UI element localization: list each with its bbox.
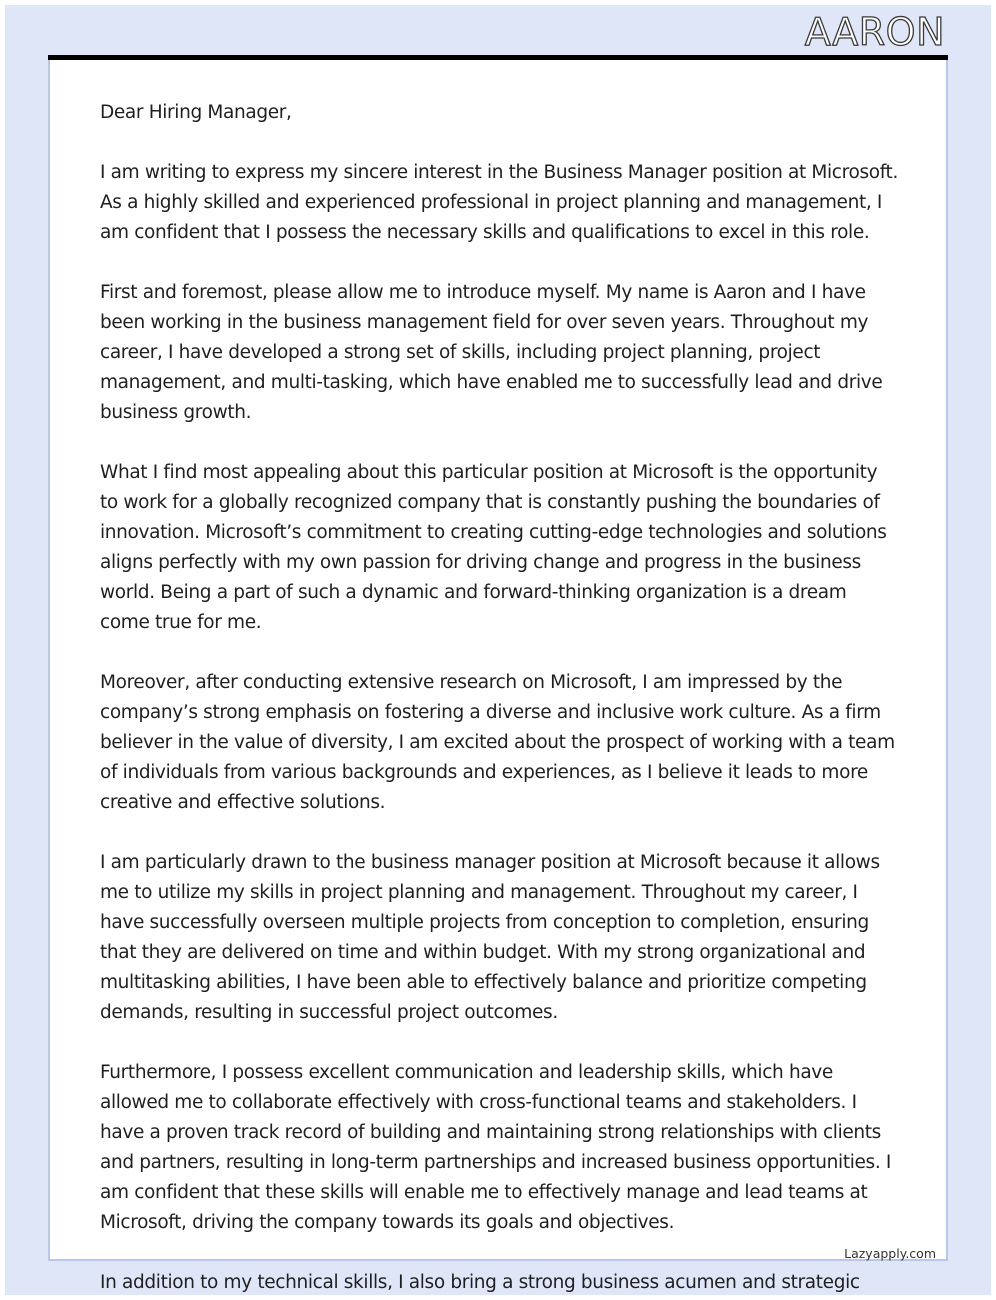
letter-paragraph: In addition to my technical skills, I also bring a strong business acumen and strategic (100, 1272, 860, 1293)
watermark-link[interactable]: Lazyapply.com (844, 1246, 936, 1261)
cover-letter-body (100, 98, 900, 1295)
letter-paragraph: I am particularly drawn to the business manager position at Microsoft because it allows me to utilize my skills in project planning and management. Throughout my career, I have successfully overseen multiple projects from conception to completion, ensuring that they are delivered on time and within budget. With my strong organizational and multitasking abilities, I have been able to effectively balance and prioritize competing demands, resulting in successful project outcomes. (100, 852, 880, 1023)
letter-paragraph: I am writing to express my sincere interest in the Business Manager position at Microsoft. As a highly skilled and experienced professional in project planning and management, I am confident that I possess the necessary skills and qualifications to excel in this role. (100, 162, 898, 243)
applicant-name-logo: AARON (804, 10, 945, 54)
letter-paragraph: Moreover, after conducting extensive research on Microsoft, I am impressed by the company’s strong emphasis on fostering a diverse and inclusive work culture. As a firm believer in the value of diversity, I am excited about the prospect of working with a team of individuals from various backgrounds and experiences, as I believe it leads to more creative and effective solutions. (100, 672, 895, 813)
letter-paragraph: First and foremost, please allow me to introduce myself. My name is Aaron and I have been working in the business management field for over seven years. Throughout my career, I have developed a strong set of skills, including project planning, project management, and multi-tasking, which have enabled me to successfully lead and drive business growth. (100, 282, 883, 423)
letter-paragraph: What I find most appealing about this particular position at Microsoft is the opportunity to work for a globally recognized company that is constantly pushing the boundaries of innovation. Microsoft’s commitment to creating cutting-edge technologies and solutions aligns perfectly with my own passion for driving change and progress in the business world. Being a part of such a dynamic and forward-thinking organization is a dream come true for me. (100, 462, 887, 633)
salutation: Dear Hiring Manager, (100, 102, 292, 123)
letter-paragraph: Furthermore, I possess excellent communication and leadership skills, which have allowed me to collaborate effectively with cross-functional teams and stakeholders. I have a proven track record of building and maintaining strong relationships with clients and partners, resulting in long-term partnerships and increased business opportunities. I am confident that these skills will enable me to effectively manage and lead teams at Microsoft, driving the company towards its goals and objectives. (100, 1062, 891, 1233)
document-background (5, 5, 991, 1295)
